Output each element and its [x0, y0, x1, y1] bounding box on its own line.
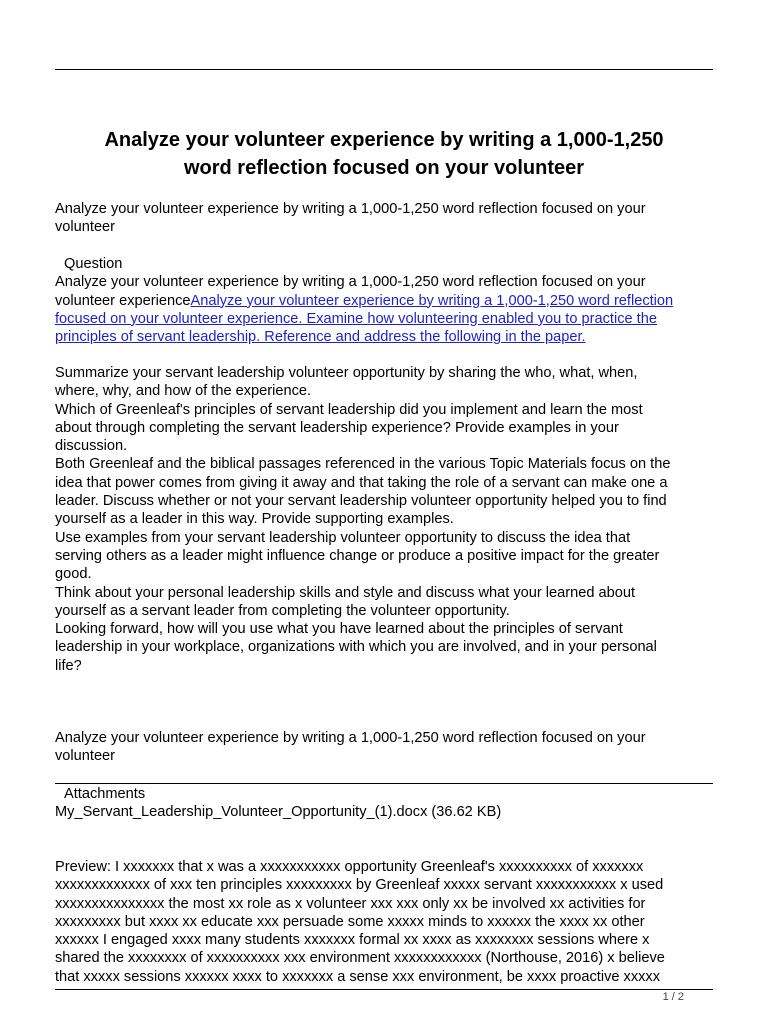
intro-line: Analyze your volunteer experience by writing a 1,000-1,250 word reflection focused on your — [55, 201, 646, 217]
body-line: good. — [55, 566, 92, 583]
title-line: Analyze your volunteer experience by writing a 1,000-1,250 — [104, 129, 664, 151]
question-section — [55, 255, 720, 346]
question-link[interactable]: Analyze your volunteer experience by writing a 1,000-1,250 word reflection — [190, 292, 674, 309]
body-line: idea that power comes from giving it away and that taking the role of a servant can make one a — [55, 474, 668, 491]
preview-line: xxxxxxxxxxxxxxx the most xx role as x volunteer xxx xxx only xx be involved xx activities for — [55, 895, 646, 912]
preview-line: xxxxxx I engaged xxxx many students xxxxxxx formal xx xxxx as xxxxxxxx sessions where x — [55, 932, 650, 949]
body-line: discussion. — [55, 438, 128, 455]
body-line: Both Greenleaf and the biblical passages referenced in the various Topic Materials focus on the — [55, 456, 671, 473]
question-line: Analyze your volunteer experience by writing a 1,000-1,250 word reflection focused on your — [55, 274, 646, 291]
requirements-paragraph — [55, 364, 720, 675]
question-heading: Question — [64, 256, 123, 272]
intro-paragraph — [55, 200, 720, 237]
attachments-heading: Attachments — [64, 786, 146, 802]
body-line: leader. Discuss whether or not your servant leadership volunteer opportunity helped you to find — [55, 493, 667, 510]
body-line: Which of Greenleaf's principles of servant leadership did you implement and learn the most — [55, 401, 643, 418]
body-line: yourself as a servant leader from completing the volunteer opportunity. — [55, 602, 510, 619]
page-number: 1 / 2 — [662, 991, 684, 1003]
body-line: Think about your personal leadership skills and style and discuss what your learned about — [55, 584, 636, 601]
attachments-section — [55, 785, 720, 822]
question-link[interactable]: focused on your volunteer experience. Examine how volunteering enabled you to practice the — [55, 310, 657, 327]
question-text: volunteer experience — [55, 292, 191, 309]
body-line: Summarize your servant leadership volunteer opportunity by sharing the who, what, when, — [55, 365, 638, 381]
bottom-rule — [55, 989, 713, 990]
body-line: Looking forward, how will you use what you have learned about the principles of servant — [55, 621, 623, 638]
preview-line: xxxxxxxxx but xxxx xx educate xxx persuade some xxxxx minds to xxxxxx the xxxx xx other — [55, 913, 645, 930]
preview-paragraph — [55, 858, 720, 986]
attachments-rule — [55, 783, 713, 784]
question-link[interactable]: principles of servant leadership. Reference and address the following in the paper. — [55, 329, 586, 346]
preview-line: xxxxxxxxxxxxx of xxx ten principles xxxxxxxxx by Greenleaf xxxxx servant xxxxxxxxxxx x used — [55, 877, 664, 894]
body-line: leadership in your workplace, organizations with which you are involved, and in your personal — [55, 639, 657, 656]
preview-line: that xxxxx sessions xxxxxx xxxx to xxxxxxx a sense xxx environment, be xxxx proactive xxxxx — [55, 968, 661, 985]
body-line: about through completing the servant leadership experience? Provide examples in your — [55, 419, 619, 436]
intro-line: volunteer — [55, 219, 116, 236]
body-line: life? — [55, 657, 82, 674]
question-line — [55, 292, 720, 310]
body-line: yourself as a leader in this way. Provide supporting examples. — [55, 511, 454, 528]
document-title — [40, 126, 728, 182]
body-line: serving others as a leader might influence change or produce a positive impact for the greater — [55, 547, 660, 564]
repeat-line: volunteer — [55, 748, 116, 765]
body-line: where, why, and how of the experience. — [55, 383, 312, 400]
attachment-file: My_Servant_Leadership_Volunteer_Opportunity_(1).docx (36.62 KB) — [55, 804, 502, 821]
body-line: Use examples from your servant leadership volunteer opportunity to discuss the idea that — [55, 529, 631, 546]
top-rule — [55, 69, 713, 70]
title-line: word reflection focused on your volunteer — [183, 157, 585, 179]
repeat-line: Analyze your volunteer experience by writing a 1,000-1,250 word reflection focused on your — [55, 730, 646, 746]
preview-line: shared the xxxxxxxx of xxxxxxxxxx xxx environment xxxxxxxxxxxx (Northouse, 2016) x believe — [55, 950, 665, 967]
repeat-paragraph — [55, 729, 720, 766]
preview-line: Preview: I xxxxxxx that x was a xxxxxxxxxxx opportunity Greenleaf's xxxxxxxxxx of xxxxxxx — [55, 859, 644, 875]
